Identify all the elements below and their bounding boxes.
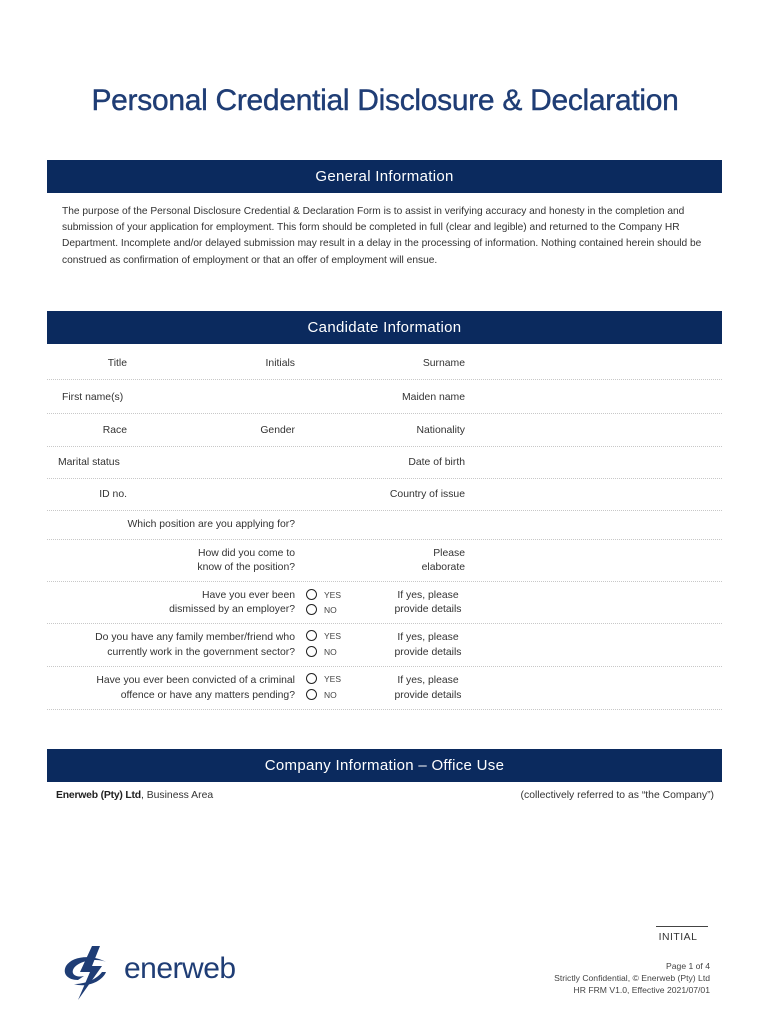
details-label-line2: provide details: [394, 604, 462, 615]
question-label-line1: Have you ever been convicted of a criminal: [96, 675, 295, 686]
section-general-header: General Information: [47, 160, 722, 193]
question-label-line1: Do you have any family member/friend who: [95, 632, 295, 643]
initial-label: INITIAL: [658, 932, 698, 943]
page-title: Personal Credential Disclosure & Declaration: [91, 84, 679, 117]
elaborate-label-line2: elaborate: [421, 562, 465, 573]
intro-paragraph: The purpose of the Personal Disclosure Credential & Declaration Form is to assist in verifying accuracy and honesty in the completion and submission of your application for employment. This form should be completed in full (clear and legible) and returned to the Company HR Department. Incomplete and/or delayed submission may result in a delay in the processing of information. Nothing contained herein should be construed as confirmation of employment or that an offer of employment will ensue.: [62, 206, 702, 266]
maiden-name-label: Maiden name: [402, 392, 465, 403]
details-label-line2: provide details: [394, 690, 462, 701]
details-label-line2: provide details: [394, 647, 462, 658]
form-row-race: [47, 414, 722, 447]
surname-label: Surname: [422, 358, 465, 369]
initials-label: Initials: [265, 358, 295, 369]
elaborate-label-line1: Please: [433, 548, 465, 559]
no-label: NO: [324, 690, 337, 700]
company-area: , Business Area: [140, 790, 214, 801]
yes-radio[interactable]: [306, 673, 317, 684]
date-of-birth-label: Date of birth: [408, 457, 465, 468]
no-radio[interactable]: [306, 646, 317, 657]
question-label-line2: offence or have any matters pending?: [120, 690, 295, 701]
section-company-header: Company Information – Office Use: [47, 749, 722, 782]
nationality-label: Nationality: [416, 425, 465, 436]
details-label-line1: If yes, please: [397, 675, 459, 686]
gender-label: Gender: [260, 425, 295, 436]
marital-status-label: Marital status: [58, 457, 120, 468]
no-radio[interactable]: [306, 604, 317, 615]
details-label-line1: If yes, please: [397, 632, 459, 643]
form-row-names: [47, 380, 722, 414]
question-row-dismissed: [47, 582, 722, 624]
no-label: NO: [324, 647, 337, 657]
race-label: Race: [102, 425, 127, 436]
confidential-note: Strictly Confidential, © Enerweb (Pty) Ltd: [554, 973, 710, 984]
form-row-id: [47, 479, 722, 511]
yes-label: YES: [324, 674, 342, 684]
question-row-family: [47, 624, 722, 667]
yes-radio[interactable]: [306, 630, 317, 641]
question-label-line2: currently work in the government sector?: [107, 647, 295, 658]
page-number: Page 1 of 4: [666, 961, 710, 971]
first-names-label: First name(s): [62, 392, 124, 403]
form-row-how-come: [47, 540, 722, 582]
form-row-marital: [47, 447, 722, 479]
initial-line: [656, 926, 708, 927]
version-note: HR FRM V1.0, Effective 2021/07/01: [573, 985, 710, 996]
details-label-line1: If yes, please: [397, 590, 459, 601]
country-of-issue-label: Country of issue: [389, 489, 465, 500]
position-label: Which position are you applying for?: [127, 519, 295, 530]
collective-note: (collectively referred to as “the Company”): [520, 790, 714, 801]
id-no-label: ID no.: [99, 489, 127, 500]
form-row-title: [47, 346, 722, 380]
question-label-line2: dismissed by an employer?: [169, 604, 295, 615]
page-footer: [470, 960, 710, 997]
company-line: [56, 790, 213, 801]
logo-wordmark: enerweb: [124, 952, 236, 985]
title-label: Title: [107, 358, 127, 369]
question-row-criminal: [47, 667, 722, 710]
yes-radio[interactable]: [306, 589, 317, 600]
no-radio[interactable]: [306, 689, 317, 700]
how-come-label-line1: How did you come to: [197, 548, 295, 559]
yes-label: YES: [324, 631, 342, 641]
section-candidate-header: Candidate Information: [47, 311, 722, 344]
yes-label: YES: [324, 590, 342, 600]
form-row-position: [47, 511, 722, 540]
how-come-label-line2: know of the position?: [197, 562, 295, 573]
no-label: NO: [324, 605, 337, 615]
company-name: Enerweb (Pty) Ltd: [56, 790, 141, 801]
question-label-line1: Have you ever been: [202, 590, 295, 601]
